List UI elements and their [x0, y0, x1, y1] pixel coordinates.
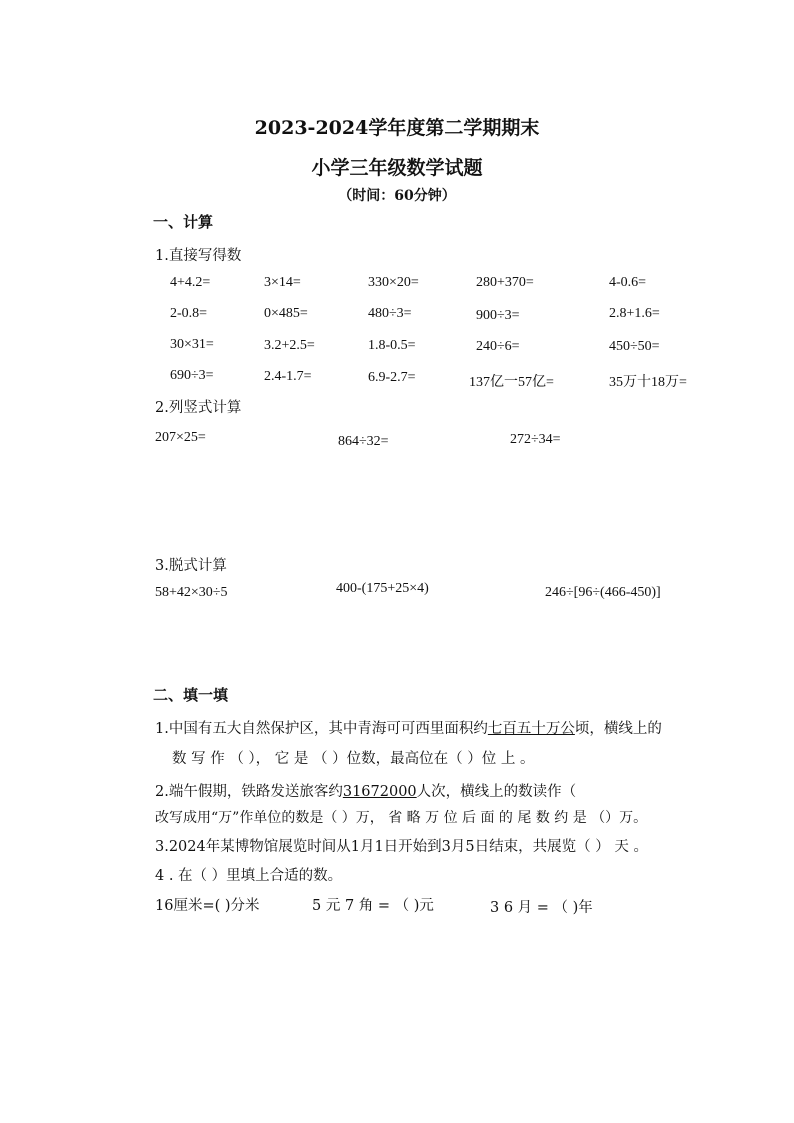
equation: 4-0.6= [609, 275, 647, 290]
vertical-calc-item: 272÷34= [510, 432, 561, 447]
equation: 280+370= [476, 275, 534, 290]
equation: 690÷3= [170, 368, 214, 383]
vertical-calc-item: 207×25= [155, 430, 206, 445]
exam-title: 2023-2024学年度第二学期期末 [254, 117, 540, 139]
stepwise-calc-item: 246÷[96÷(466-450)] [545, 585, 661, 600]
text: 顷，横线上的 [574, 721, 662, 737]
equation: 3.2+2.5= [264, 338, 315, 353]
exam-time: （时间：60分钟） [338, 188, 456, 204]
question-vertical-calc-label: 2.列竖式计算 [155, 400, 242, 416]
text: 2.端午假期，铁路发送旅客约 [155, 784, 343, 800]
fill-question-4-item: 16厘米=( )分米 [155, 898, 260, 914]
section-heading-fill-in: 二、填一填 [153, 686, 229, 704]
stepwise-calc-item: 58+42×30÷5 [155, 585, 228, 600]
fill-question-2-line-1 [155, 780, 576, 801]
fill-question-4-item: 3 6 月 = （ )年 [490, 900, 593, 916]
equation: 450÷50= [609, 339, 660, 354]
fill-question-3: 3.2024年某博物馆展览时间从1月1日开始到3月5日结束，共展览（ ） 天 。 [155, 839, 648, 855]
equation: 330×20= [368, 275, 419, 290]
equation: 1.8-0.5= [368, 338, 416, 353]
fill-question-2-line-2: 改写成用“万”作单位的数是（ ）万， 省 略 万 位 后 面 的 尾 数 约 是 （）万。 [155, 810, 648, 826]
equation: 6.9-2.7= [368, 370, 416, 385]
text: 人次，横线上的数读作（ [416, 784, 577, 800]
equation: 30×31= [170, 337, 214, 352]
equation: 240÷6= [476, 339, 520, 354]
stepwise-calc-item: 400-(175+25×4) [336, 581, 429, 596]
equation: 3×14= [264, 275, 301, 290]
equation: 0×485= [264, 306, 308, 321]
underlined-number: 七百五十万公 [487, 721, 575, 737]
fill-question-4-label: 4 . 在（ ）里填上合适的数。 [155, 868, 343, 884]
equation: 2.4-1.7= [264, 369, 312, 384]
equation: 2-0.8= [170, 306, 208, 321]
equation: 900÷3= [476, 308, 520, 323]
fill-question-1-line-2: 数 写 作 （ ）， 它 是 （ ）位数，最高位在（ ）位 上 。 [172, 751, 535, 767]
fill-question-4-item: 5 元 7 角 = （ )元 [312, 898, 434, 914]
underlined-number: 31672000 [342, 784, 417, 800]
fill-question-1-line-1 [155, 717, 662, 738]
vertical-calc-item: 864÷32= [338, 434, 389, 449]
exam-subtitle: 小学三年级数学试题 [311, 157, 483, 179]
equation: 4+4.2= [170, 275, 211, 290]
question-stepwise-calc-label: 3.脱式计算 [155, 558, 227, 574]
equation: 35万十18万= [609, 375, 687, 390]
question-direct-answer-label: 1.直接写得数 [155, 248, 242, 264]
equation: 2.8+1.6= [609, 306, 660, 321]
section-heading-calculation: 一、计算 [153, 213, 214, 231]
text: 1.中国有五大自然保护区，其中青海可可西里面积约 [155, 721, 488, 737]
equation: 480÷3= [368, 306, 412, 321]
equation: 137亿一57亿= [469, 375, 554, 390]
